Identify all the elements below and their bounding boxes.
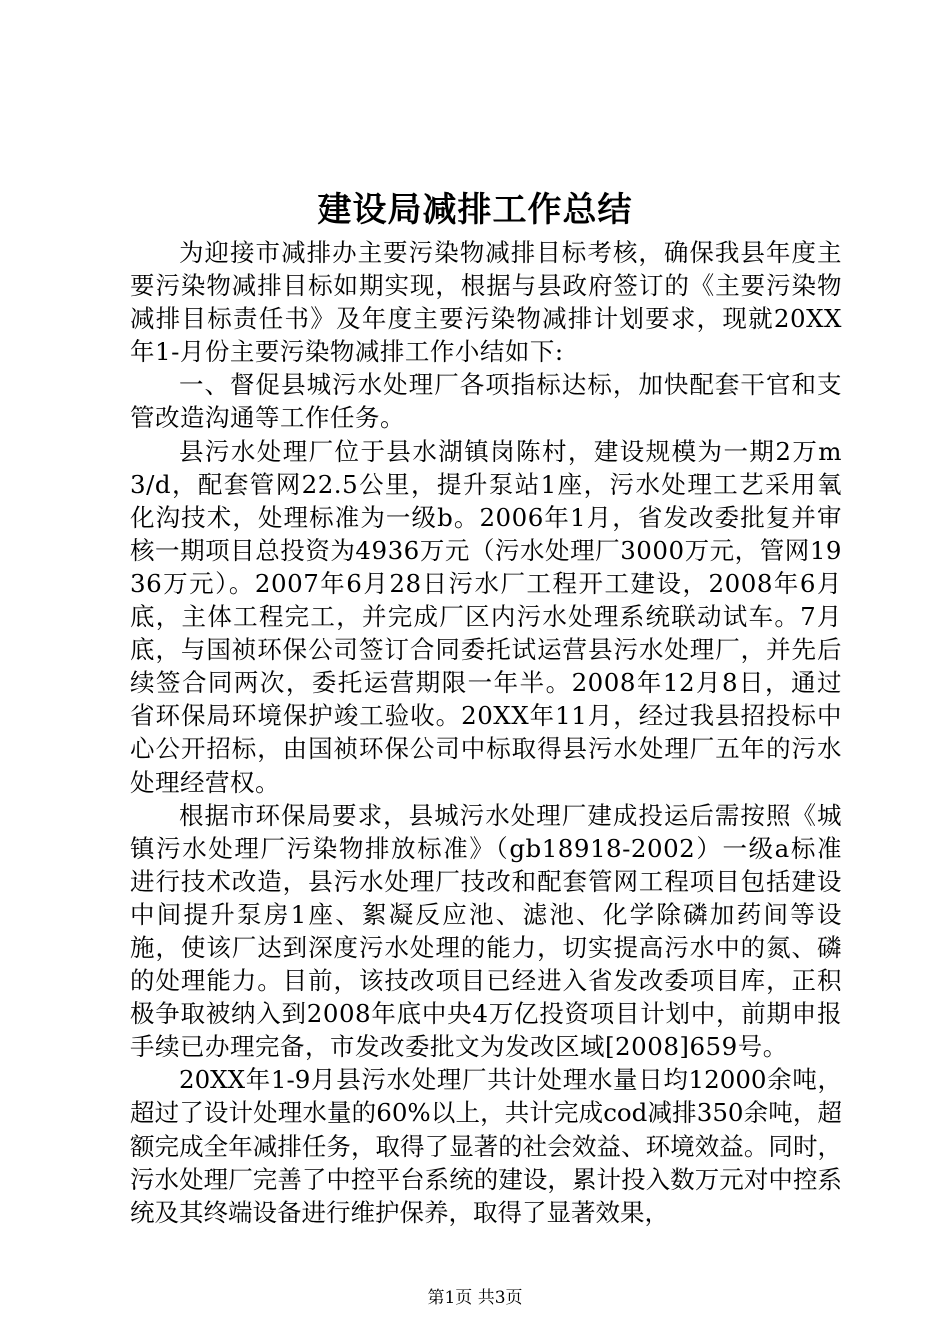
paragraph-section-heading: 一、督促县城污水处理厂各项指标达标，加快配套干官和支管改造沟通等工作任务。 [130,370,842,433]
page-footer: 第1页 共3页 [427,1288,523,1308]
paragraph-intro: 为迎接市减排办主要污染物减排目标考核，确保我县年度主要污染物减排目标如期实现，根据与县政府签订的《主要污染物减排目标责任书》及年度主要污染物减排计划要求，现就20XX年1-月份主要污染物减排工作小结如下: [130,238,842,367]
paragraph-plant-overview: 县污水处理厂位于县水湖镇岗陈村，建设规模为一期2万m3/d，配套管网22.5公里，提升泵站1座，污水处理工艺采用氧化沟技术，处理标准为一级b。2006年1月，省发改委批复并审核一期项目总投资为4936万元（污水处理厂3000万元，管网1936万元）。2007年6月28日污水厂工程开工建设，2008年6月底，主体工程完工，并完成厂区内污水处理系统联动试车。7月底，与国祯环保公司签订合同委托试运营县污水处理厂，并先后续签合同两次，委托运营期限一年半。2008年12月8日，通过省环保局环境保护竣工验收。20XX年11月，经过我县招投标中心公开招标，由国祯环保公司中标取得县污水处理厂五年的污水处理经营权。 [130,436,842,797]
paragraph-upgrade: 根据市环保局要求，县城污水处理厂建成投运后需按照《城镇污水处理厂污染物排放标准》（gb18918-2002）一级a标准进行技术改造，县污水处理厂技改和配套管网工程项目包括建设中间提升泵房1座、絮凝反应池、滤池、化学除磷加药间等设施，使该厂达到深度污水处理的能力，切实提高污水中的氮、磷的处理能力。目前，该技改项目已经进入省发改委项目库，正积极争取被纳入到2008年底中央4万亿投资项目计划中，前期申报手续已办理完备，市发改委批文为发改区域[2008]659号。 [130,800,842,1062]
document-title: 建设局减排工作总结 [317,190,633,230]
document-body [130,236,842,1229]
paragraph-results: 20XX年1-9月县污水处理厂共计处理水量日均12000余吨，超过了设计处理水量的60%以上，共计完成cod减排350余吨，超额完成全年减排任务，取得了显著的社会效益、环境效益。同时，污水处理厂完善了中控平台系统的建设，累计投入数万元对中控系统及其终端设备进行维护保养，取得了显著效果， [130,1065,842,1227]
